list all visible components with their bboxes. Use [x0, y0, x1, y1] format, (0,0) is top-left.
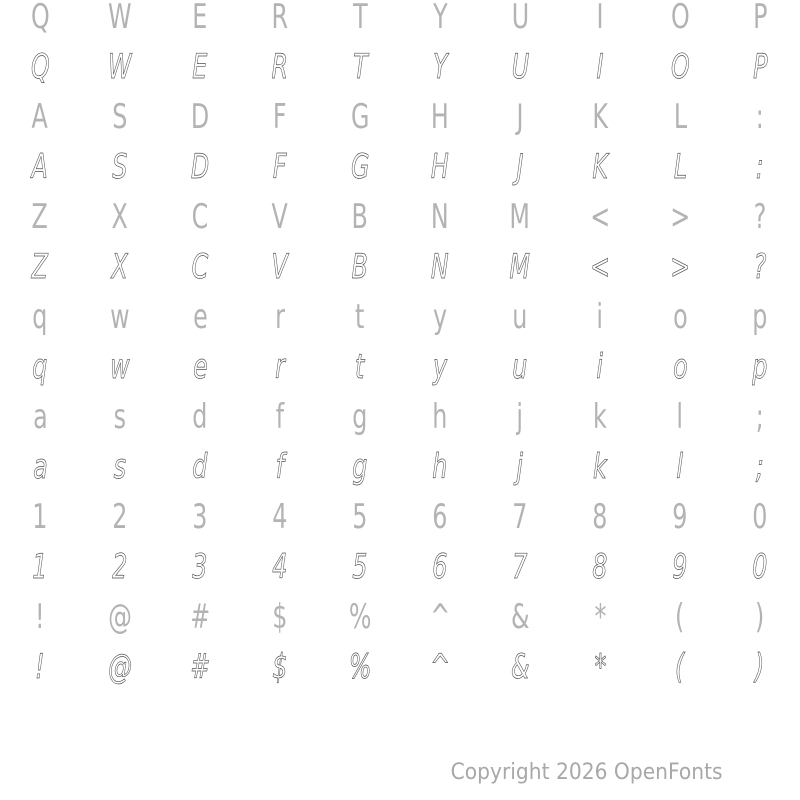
- glyph: 7: [512, 497, 528, 537]
- glyph: L: [673, 147, 687, 187]
- glyph: u: [512, 297, 528, 337]
- glyph-row-italic: [0, 142, 800, 192]
- glyph: j: [516, 447, 524, 487]
- glyph: D: [190, 97, 210, 137]
- glyph: Y: [432, 47, 448, 87]
- glyph: X: [111, 247, 129, 287]
- glyph: h: [432, 447, 448, 487]
- glyph: 9: [672, 547, 688, 587]
- glyph: 7: [512, 547, 528, 587]
- glyph: 3: [192, 497, 208, 537]
- glyph: 6: [432, 497, 448, 537]
- glyph: a: [32, 447, 48, 487]
- glyph: D: [190, 147, 210, 187]
- glyph: s: [113, 397, 127, 437]
- glyph: w: [110, 347, 130, 387]
- glyph: ?: [753, 247, 767, 287]
- glyph: P: [752, 0, 768, 37]
- glyph: U: [511, 0, 529, 37]
- glyph: V: [271, 197, 289, 237]
- glyph: G: [350, 97, 370, 137]
- glyph: o: [672, 297, 688, 337]
- glyph: (: [675, 647, 685, 687]
- glyph: ^: [430, 647, 450, 687]
- glyph: O: [670, 0, 690, 37]
- glyph: Z: [31, 197, 49, 237]
- glyph: g: [352, 447, 368, 487]
- glyph: @: [108, 597, 132, 637]
- glyph: M: [509, 197, 531, 237]
- glyph: d: [192, 397, 208, 437]
- glyph: ;: [755, 397, 765, 437]
- glyph: i: [596, 297, 604, 337]
- glyph-row-regular: [0, 392, 800, 442]
- glyph: R: [271, 0, 289, 37]
- glyph: &: [510, 647, 530, 687]
- glyph: *: [594, 647, 606, 687]
- glyph: R: [271, 47, 289, 87]
- glyph: :: [755, 147, 765, 187]
- glyph: ?: [753, 197, 767, 237]
- glyph: q: [32, 297, 48, 337]
- glyph: Z: [31, 247, 49, 287]
- glyph: U: [511, 47, 529, 87]
- glyph: L: [673, 97, 687, 137]
- glyph: N: [431, 197, 449, 237]
- glyph: &: [510, 597, 530, 637]
- glyph: i: [596, 347, 604, 387]
- glyph: !: [35, 647, 45, 687]
- glyph: 5: [352, 497, 368, 537]
- glyph-row-italic: [0, 42, 800, 92]
- glyph: K: [592, 97, 608, 137]
- glyph-row-regular: [0, 0, 800, 42]
- glyph: I: [596, 47, 604, 87]
- glyph: @: [108, 647, 132, 687]
- glyph: g: [352, 397, 368, 437]
- glyph: G: [350, 147, 370, 187]
- glyph-row-italic: [0, 442, 800, 492]
- glyph: p: [752, 297, 768, 337]
- glyph: e: [192, 347, 208, 387]
- glyph: j: [516, 397, 524, 437]
- glyph: $: [272, 597, 288, 637]
- glyph-row-italic: [0, 642, 800, 692]
- glyph: y: [432, 347, 448, 387]
- glyph: #: [190, 597, 210, 637]
- glyph: r: [275, 297, 285, 337]
- glyph-row-regular: [0, 492, 800, 542]
- glyph: 4: [272, 497, 288, 537]
- glyph: 5: [352, 547, 368, 587]
- glyph: H: [431, 147, 449, 187]
- glyph: y: [432, 297, 448, 337]
- glyph: %: [348, 597, 372, 637]
- glyph: a: [32, 397, 48, 437]
- glyph: <: [590, 247, 610, 287]
- glyph: Q: [30, 47, 50, 87]
- glyph: M: [509, 247, 531, 287]
- glyph: 1: [32, 547, 48, 587]
- glyph: A: [31, 147, 49, 187]
- glyph: O: [670, 47, 690, 87]
- glyph: H: [431, 97, 449, 137]
- glyph-row-regular: [0, 92, 800, 142]
- glyph: C: [191, 247, 209, 287]
- glyph: t: [355, 297, 365, 337]
- glyph: B: [351, 247, 369, 287]
- glyph: u: [512, 347, 528, 387]
- glyph: F: [273, 147, 287, 187]
- glyph: :: [755, 97, 765, 137]
- glyph: k: [593, 397, 607, 437]
- glyph: S: [112, 97, 128, 137]
- glyph: A: [31, 97, 49, 137]
- glyph: 8: [592, 497, 608, 537]
- glyph: W: [108, 0, 132, 37]
- glyph: 2: [112, 547, 128, 587]
- glyph: ;: [755, 447, 765, 487]
- glyph: l: [676, 397, 684, 437]
- glyph: *: [594, 597, 606, 637]
- glyph: d: [192, 447, 208, 487]
- glyph: F: [273, 97, 287, 137]
- glyph-row-regular: [0, 592, 800, 642]
- glyph: e: [192, 297, 208, 337]
- glyph: X: [111, 197, 129, 237]
- glyph: C: [191, 197, 209, 237]
- glyph: %: [348, 647, 372, 687]
- glyph: r: [275, 347, 285, 387]
- glyph: w: [110, 297, 130, 337]
- glyph: 4: [272, 547, 288, 587]
- glyph-row-italic: [0, 342, 800, 392]
- glyph: >: [670, 247, 690, 287]
- glyph: P: [752, 47, 768, 87]
- glyph: 6: [432, 547, 448, 587]
- glyph: o: [672, 347, 688, 387]
- glyph: h: [432, 397, 448, 437]
- glyph: E: [192, 0, 208, 37]
- glyph: N: [431, 247, 449, 287]
- glyph: E: [192, 47, 208, 87]
- glyph: Q: [30, 0, 50, 37]
- glyph: 3: [192, 547, 208, 587]
- glyph: k: [593, 447, 607, 487]
- glyph: f: [275, 447, 285, 487]
- glyph: T: [352, 0, 368, 37]
- glyph: J: [516, 97, 524, 137]
- glyph: p: [752, 347, 768, 387]
- glyph: 8: [592, 547, 608, 587]
- glyph: #: [190, 647, 210, 687]
- glyph: ): [755, 647, 765, 687]
- glyph: 9: [672, 497, 688, 537]
- copyright-text: Copyright 2026 OpenFonts: [451, 760, 723, 785]
- glyph: 0: [752, 497, 768, 537]
- glyph: $: [272, 647, 288, 687]
- glyph-row-italic: [0, 242, 800, 292]
- glyph: 0: [752, 547, 768, 587]
- glyph: s: [113, 447, 127, 487]
- glyph: f: [275, 397, 285, 437]
- glyph: <: [590, 197, 610, 237]
- glyph: K: [592, 147, 608, 187]
- glyph: Y: [432, 0, 448, 37]
- glyph: ^: [430, 597, 450, 637]
- glyph-row-italic: [0, 542, 800, 592]
- glyph: !: [35, 597, 45, 637]
- glyph: >: [670, 197, 690, 237]
- glyph: V: [271, 247, 289, 287]
- glyph: I: [596, 0, 604, 37]
- glyph: ): [755, 597, 765, 637]
- glyph: (: [675, 597, 685, 637]
- glyph: W: [108, 47, 132, 87]
- glyph: 1: [32, 497, 48, 537]
- glyph-row-regular: [0, 292, 800, 342]
- glyph: S: [112, 147, 128, 187]
- glyph: T: [352, 47, 368, 87]
- glyph: J: [516, 147, 524, 187]
- glyph: l: [676, 447, 684, 487]
- glyph: t: [355, 347, 365, 387]
- glyph: 2: [112, 497, 128, 537]
- glyph: B: [351, 197, 369, 237]
- glyph: q: [32, 347, 48, 387]
- glyph-row-regular: [0, 192, 800, 242]
